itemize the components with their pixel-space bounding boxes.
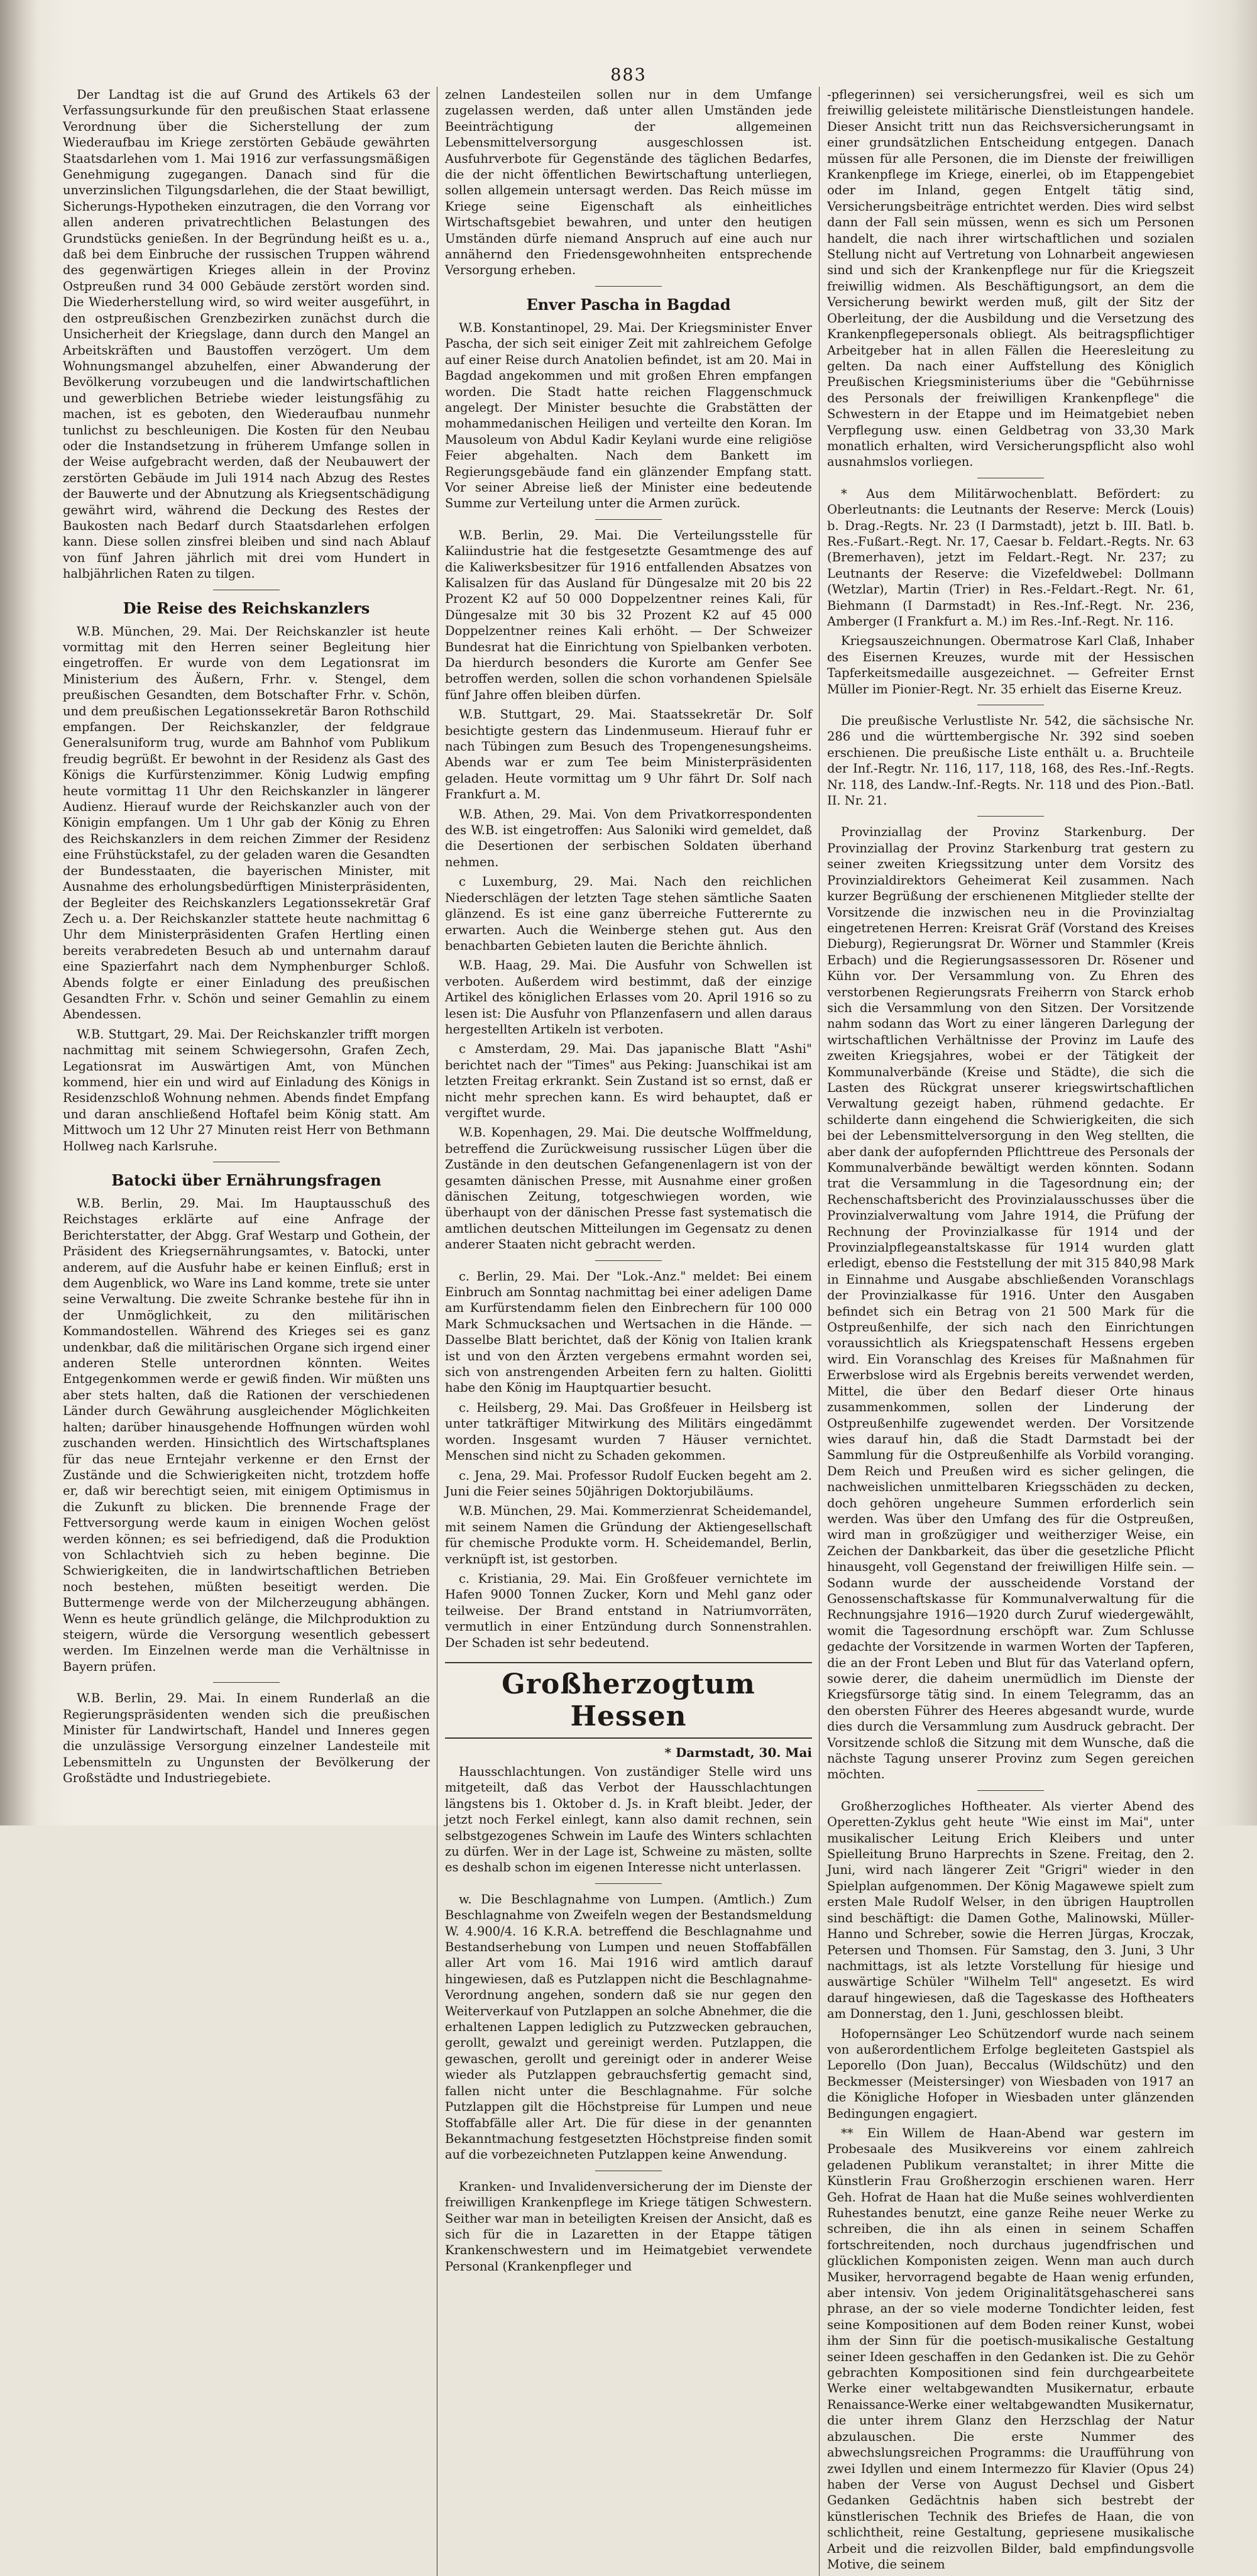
article-hausschlachtungen: Hausschlachtungen. Von zuständiger Stelle wird uns mitgeteilt, daß das Verbot der Hausschlachtungen längstens bis 1. Oktober d. Js. in Kraft bleibt. Jeder, der jetzt noch Ferkel einlegt, kann also damit rechnen, sein selbstgezogenes Schwein im Laufe des Winters schlachten zu dürfen. Wer in der Lage ist, Schweine zu mästen, sollte es deshalb schon im eigenen Interesse nicht unterlassen. [445,1764,812,1875]
column-2 [445,87,812,2576]
article-de-haan-abend: ** Ein Willem de Haan-Abend war gestern im Probesaale des Musikvereins vor einem zahlreich geladenen Publikum veranstaltet; in ihrer Mitte die Künstlerin Frau Großherzogin erschienen waren. Herr Geh. Hofrat de Haan hat die Muße seines wohlverdienten Ruhestandes benutzt, eine ganze Reihe neuer Werke zu schreiben, die ihn als einen in seinem Schaffen fortschreitenden, noch durchaus jugendfrischen und glücklichen Komponisten zeigen. Wenn man auch durch Musiker, hervorragend begabte de Haan wenig erfunden, aber intensiv. Von jedem Originalitätsgehascherei sans phrase, an der so viele moderne Tondichter leiden, fest seine Kompositionen auf dem Boden reiner Kunst, wobei ihm der Sinn für die poetisch-musikalische Gestaltung seiner Ideen geschaffen in den Gedanken ist. Die zu Gehör gebrachten Kompositionen sind fein durchgearbeitete Werke einer weltabgewandten Musikernatur, erbaute Renaissance-Werke einer weltabgewandten Musikernatur, die unter ihrem Glanz den Herzschlag der Natur abzulauschen. Die erste Nummer des abwechslungsreichen Programms: die Uraufführung von zwei Idyllen und einem Intermezzo für Klavier (Opus 24) haben der Verse von August Dechsel und Gisbert Gedanken Gedächtnis haben sich bestrebt der künstlerischen Technik des Briefes de Haan, die von schlichtheit, reine Gestaltung, gepriesene musikalische Arbeit und die reizvollen Bilder, bald empfindungsvolle Motive, die seinem [827,2125,1194,2572]
dateline-darmstadt: * Darmstadt, 30. Mai [664,1744,812,1760]
article-muenchen: W.B. München, 29. Mai. Der Reichskanzler ist heute vormittag mit den Herren seiner Begleitung hier eingetroffen. Er wurde von dem Legationsrat im Ministerium des Äußern, Frhr. v. Stengel, dem preußischen Gesandten, dem Botschafter Frhr. v. Schön, und dem preußischen Legationssekretär Baron Rothschild empfangen. Der Reichskanzler, der feldgraue Generalsuniform trug, wurde am Bahnhof vom Publikum freudig begrüßt. Er bewohnt in der Residenz als Gast des Königs die Kurfürstenzimmer. König Ludwig empfing heute vormittag 11 Uhr den Reichskanzler in längerer Audienz. Hierauf wurde der Reichskanzler auch von der Königin empfangen. Um 1 Uhr gab der König zu Ehren des Reichskanzlers in dem reichen Zimmer der Residenz eine Frühstückstafel, zu der geladen waren die Gesandten der Bundesstaaten, die bayerischen Minister, mit Ausnahme des erholungsbedürftigen Ministerpräsidenten, der Begleiter des Reichskanzlers Legationssekretär Graf Zech u. a. Der Reichskanzler stattete heute nachmittag 6 Uhr dem Ministerpräsidenten Grafen Hertling einen bereits verabredeten Besuch ab und unternahm darauf eine Spazierfahrt nach dem Nymphenburger Schloß. Abends folgte er einer Einladung des preußischen Gesandten Frhr. v. Schön und seiner Gemahlin zu einem Abendessen. [63,624,430,1022]
article-lumpen: w. Die Beschlagnahme von Lumpen. (Amtlich.) Zum Beschlagnahme von Zweifeln wegen der Bestandsmeldung W. 4.900/4. 16 K.R.A. betreffend die Beschlagnahme und Bestandserhebung von Lumpen und neuen Stoffabfällen aller Art vom 16. Mai 1916 wird amtlich darauf hingewiesen, daß es Putzlappen nicht die Beschlagnahme-Verordnung angehen, sondern daß sie nur gegen den Weiterverkauf von Putzlappen an solche Abnehmer, die die erhaltenen Lappen lediglich zu Putzzwecken gebrauchen, gerollt, gewalzt und gereinigt werden. Putzlappen, die gewaschen, gerollt und gereinigt oder in anderer Weise wieder als Putzlappen gebrauchsfertig gemacht sind, fallen nicht unter die Beschlagnahme. Für solche Putzlappen gilt die Höchstpreise für Lumpen und neue Stoffabfälle aller Art. Die für diese in der genannten Bekanntmachung festgesetzten Höchstpreise finden somit auf die vorbezeichneten Putzlappen keine Anwendung. [445,1891,812,2162]
article-kopenhagen: W.B. Kopenhagen, 29. Mai. Die deutsche Wolffmeldung, betreffend die Zurückweisung russischer Lügen über die Zustände in den deutschen Gefangenenlagern ist von der gesamten dänischen Presse, mit Ausnahme einer großen dänischen Zeitung, totgeschwiegen worden, wie überhaupt von der dänischen Presse fast systematisch die amtlichen deutschen Mitteilungen im Gegensatz zu denen anderer Staaten nicht gebracht werden. [445,1125,812,1252]
article-scheidemandel: W.B. München, 29. Mai. Kommerzienrat Scheidemandel, mit seinem Namen die Gründung der Aktiengesellschaft für chemische Produkte vorm. H. Scheidemandel, Berlin, verknüpft ist, ist gestorben. [445,1504,812,1566]
article-athen: W.B. Athen, 29. Mai. Von dem Privatkorrespondenten des W.B. ist eingetroffen: Aus Saloniki wird gemeldet, daß die Desertionen der serbischen Soldaten überhand nehmen. [445,806,812,869]
article-konstantinopel: W.B. Konstantinopel, 29. Mai. Der Kriegsminister Enver Pascha, der sich seit einiger Zeit mit zahlreichem Gefolge auf einer Reise durch Anatolien befindet, ist am 20. Mai in Bagdad angekommen und mit großen Ehren empfangen worden. Die Stadt hatte reichen Flaggenschmuck angelegt. Der Minister besuchte die Grabstätten der mohammedanischen Heiligen und verteilte den Koran. Im Mausoleum von Abdul Kadir Keylani wurde eine religiöse Feier abgehalten. Nach dem Bankett im Regierungsgebäude fand ein glänzender Empfang statt. Vor seiner Abreise ließ der Minister eine bedeutende Summe zur Verteilung unter die Armen zurück. [445,320,812,511]
divider [595,519,661,520]
article-heilsberg: c. Heilsberg, 29. Mai. Das Großfeuer in Heilsberg ist unter tatkräftiger Mitwirkung des Militärs eingedämmt worden. Insgesamt wurden 7 Häuser vernichtet. Menschen sind nicht zu Schaden gekommen. [445,1400,812,1463]
article-solf: W.B. Stuttgart, 29. Mai. Staatssekretär Dr. Solf besichtigte gestern das Lindenmuseum. Hierauf fuhr er nach Tübingen zum Besuch des Tropengenesungsheims. Abends war er zum Tee beim Ministerpräsidenten geladen. Heute vormittag um 9 Uhr fährt Dr. Solf nach Frankfurt a. M. [445,707,812,802]
article-amsterdam: c Amsterdam, 29. Mai. Das japanische Blatt "Ashi" berichtet nach der "Times" aus Peking: Juanschikai ist am letzten Freitag erkrankt. Sein Zustand ist so ernst, daß er nicht mehr sprechen kann. Es wird behauptet, daß er vergiftet wurde. [445,1042,812,1120]
binding-edge [0,0,36,1825]
divider [213,1682,279,1683]
article-haag: W.B. Haag, 29. Mai. Die Ausfuhr von Schwellen ist verboten. Außerdem wird bestimmt, daß der einzige Artikel des königlichen Erlasses vom 20. April 1916 so zu lesen ist: Die Ausfuhr von Pflanzenfasern und allen daraus hergestellten Artikeln ist verboten. [445,958,812,1037]
article-luxemburg: c Luxemburg, 29. Mai. Nach den reichlichen Niederschlägen der letzten Tage stehen sämtliche Saaten glänzend. Es ist eine ganz überreiche Futterernte zu erwarten. Auch die Weinberge stehen gut. Aus den benachbarten Gebieten lauten die Berichte ähnlich. [445,874,812,953]
article-schuetzendorf: Hofopernsänger Leo Schützendorf wurde nach seinem von außerordentlichem Erfolge begleiteten Gastspiel als Leporello (Don Juan), Beccalus (Wildschütz) und den Beckmesser (Meistersinger) von Wiesbaden von 1917 an die Königliche Hofoper in Wiesbaden unter glänzenden Bedingungen engagiert. [827,2026,1194,2121]
article-verlustliste: Die preußische Verlustliste Nr. 542, die sächsische Nr. 286 und die württembergische Nr. 392 sind soeben erschienen. Die preußische Liste enthält u. a. Bruchteile der Inf.-Regtr. Nr. 116, 117, 118, 168, des Res.-Inf.-Regts. Nr. 118, des Landw.-Inf.-Regts. Nr. 118 und des Pion.-Batl. II. Nr. 21. [827,713,1194,808]
page-number: 883 [610,65,647,85]
article-krankenpflege-cont: -pflegerinnen) sei versicherungsfrei, weil es sich um freiwillig geleistete militärische Dienstleistungen handele. Dieser Ansicht tritt nun das Reichsversicherungsamt in einer grundsätzlichen Entscheidung entgegen. Danach müssen für alle Personen, die im Dienste der freiwilligen Krankenpflege im Kriege, einerlei, ob im Etappengebiet oder im Inland, gegen Entgelt tätig sind, Versicherungsbeiträge entrichtet werden. Dies wird selbst dann der Fall sein müssen, wenn es sich um Personen handelt, die nach ihrer wirtschaftlichen und sozialen Stellung nicht auf Vertretung von Lohnarbeit angewiesen sind und sich der Krankenpflege nur für die Kriegszeit freiwillig widmen. Als Beschäftigungsort, an dem die Versicherung bewirkt werden muß, gilt der Sitz der Oberleitung, der die Ausbildung und die Versetzung des Krankenpflegepersonals obliegt. Als beitragspflichtiger Arbeitgeber hat in allen Fällen die Heeresleitung zu gelten. Da nach einer Auffstellung des Königlich Preußischen Kriegsministeriums über die "Gebührnisse des Personals der freiwilligen Krankenpflege" die Schwestern in der Etappe und im Heimatgebiet neben Verpflegung usw. einen Geldbetrag von 33,30 Mark monatlich erhalten, wird Versicherungspflicht also wohl ausnahmslos vorliegen. [827,87,1194,470]
section-banner-hessen: Großherzogtum Hessen [445,1662,812,1739]
article-batocki: W.B. Berlin, 29. Mai. Im Hauptausschuß des Reichstages erklärte auf eine Anfrage der Berichterstatter, der Abgg. Graf Westarp und Gothein, der Präsident des Kriegsernährungsamtes, v. Batocki, unter anderem, auf die Ausfuhr habe er keinen Einfluß; erst in dem Augenblick, wo Ware ins Land komme, trete sie unter seine Verwaltung. Die zweite Schranke bestehe für ihn in der Unmöglichkeit, zu den militärischen Kommandostellen. Während des Krieges sei es ganz undenkbar, daß die militärischen Organe sich irgend einer anderen Stelle unterordnen könnten. Weites Entgegenkommen werde er gewiß finden. Wir müßten uns aber stets halten, daß die Rationen der verschiedenen Länder durch Gewährung ausgleichender Möglichkeiten halten; darüber hinausgehende Hoffnungen würden wohl zuschanden werden. Hinsichtlich des Wirtschaftsplanes für das neue Erntejahr verkenne er den Ernst der Zustände und die Schwierigkeiten nicht, trotzdem hoffe er, daß wir berechtigt seien, mit einigem Optimismus in die Zukunft zu blicken. Die brennende Frage der Fettversorgung werde kaum in einigen Wochen gelöst werden können; es sei befriedigend, daß die Produktion von Schlachtvieh sich zu heben beginne. Die Schwierigkeiten, die in landwirtschaftlichen Betrieben noch bestehen, müßten beseitigt werden. Die Buttermenge werde von der Milcherzeugung abhängen. Wenn es heute gründlich gelänge, die Milchproduktion zu steigern, würde die Versorgung wesentlich gebessert werden. Im Einzelnen werde man die Verhältnisse in Bayern prüfen. [63,1196,430,1674]
article-krankenversicherung: Kranken- und Invalidenversicherung der im Dienste der freiwilligen Krankenpflege im Kriege tätigen Schwestern. Seither war man in beteiligten Kreisen der Ansicht, daß es sich für die in Lazaretten in der Etappe tätigen Krankenschwestern und im Heimatgebiet verwendete Personal (Krankenpfleger und [445,2179,812,2274]
heading-reise-reichskanzler: Die Reise des Reichskanzlers [123,598,370,617]
article-stuttgart: W.B. Stuttgart, 29. Mai. Der Reichskanzler trifft morgen nachmittag mit seinem Schwiegersohn, Grafen Zech, Legationsrat im Auswärtigen Amt, von München kommend, hier ein und wird auf Einladung des Königs in Residenzschloß Wohnung nehmen. Abends findet Empfang und daran anschließend Hoftafel beim König statt. Am Mittwoch um 12 Uhr 27 Minuten reist Herr von Bethmann Hollweg nach Karlsruhe. [63,1027,430,1153]
divider [977,816,1043,817]
article-kristiania: c. Kristiania, 29. Mai. Ein Großfeuer vernichtete im Hafen 9000 Tonnen Zucker, Korn und Mehl ganz oder teilweise. Der Brand entstand in Natriumvorräten, vermutlich in einer Entzündung durch Sonnenstrahlen. Der Schaden ist sehr bedeutend. [445,1571,812,1650]
column-1 [63,87,430,2576]
heading-enver-pascha: Enver Pascha in Bagdad [526,295,731,314]
article-kriegsauszeichnungen: Kriegsauszeichnungen. Obermatrose Karl Claß, Inhaber des Eisernen Kreuzes, wurde mit der Hessischen Tapferkeitsmedaille ausgezeichnet. — Gefreiter Ernst Müller im Pionier-Regt. Nr. 35 erhielt das Eiserne Kreuz. [827,634,1194,696]
divider [595,1883,661,1884]
article-hoftheater: Großherzogliches Hoftheater. Als vierter Abend des Operetten-Zyklus geht heute "Wie einst im Mai", unter musikalischer Leitung Erich Kleibers und unter Spielleitung Bruno Harprechts in Szene. Freitag, den 2. Juni, wird nach längerer Zeit "Grigri" wieder in den Spielplan aufgenommen. Der König Magawewe spielt zum ersten Male Rudolf Welser, in den übrigen Hauptrollen sind beschäftigt: die Damen Gothe, Malinowski, Müller-Hanno und Schreber, sowie die Herren Jürgas, Kroczak, Petersen und Thomsen. Für Samstag, den 3. Juni, 3 Uhr nachmittags, ist als letzte Vorstellung für hiesige und auswärtige Schüler "Wilhelm Tell" angesetzt. Es wird darauf hingewiesen, daß die Tageskasse des Hoftheaters am Donnerstag, den 1. Juni, geschlossen bleibt. [827,1798,1194,2022]
article-runderlass: W.B. Berlin, 29. Mai. In einem Runderlaß an die Regierungspräsidenten wenden sich die preußischen Minister für Landwirtschaft, Handel und Inneres gegen die unzulässige Versorgung einzelner Landesteile mit Lebensmitteln zu Ungunsten der Bevölkerung der Großstädte und Industriegebiete. [63,1691,430,1786]
article-militaerwochenblatt: * Aus dem Militärwochenblatt. Befördert: zu Oberleutnants: die Leutnants der Reserve: Merck (Louis) b. Drag.-Regts. Nr. 23 (I Darmstadt), jetzt b. III. Batl. b. Res.-Fußart.-Regt. Nr. 17, Caesar b. Feldart.-Regts. Nr. 63 (Bremerhaven), jetzt im Feldart.-Regt. Nr. 237; zu Leutnants der Reserve: die Vizefeldwebel: Dollmann (Wetzlar), Martin (Trier) in Res.-Feldart.-Regt. Nr. 61, Biehmann (I Darmstadt) in Res.-Inf.-Regt. Nr. 236, Amberger (I Frankfurt a. M.) im Res.-Inf.-Regt. Nr. 116. [827,486,1194,629]
article-berlin-einbruch: c. Berlin, 29. Mai. Der "Lok.-Anz." meldet: Bei einem Einbruch am Sonntag nachmittag bei einer adeligen Dame am Kurfürstendamm fielen den Einbrechern für 100 000 Mark Schmucksachen und Wertsachen in die Hände. — Dasselbe Blatt berichtet, daß der König von Italien krank ist und von den Ärzten vergebens ermahnt worden sei, sich von anstrengenden Arbeiten fern zu halten. Giolitti habe den König im Hauptquartier besucht. [445,1269,812,1395]
column-3 [827,87,1194,2576]
divider [977,1790,1043,1791]
landtag-article: Der Landtag ist die auf Grund des Artikels 63 der Verfassungsurkunde für den preußischen Staat erlassene Verordnung über die Sicherstellung der zum Wiederaufbau im Kriege zerstörten Gebäude gewährten Staatsdarlehen vom 1. Mai 1916 zur verfassungsmäßigen Genehmigung zugegangen. Danach sind für die unverzinslichen Tilgungsdarlehen, die der Staat bewilligt, Sicherungs-Hypotheken einzutragen, die den Vorrang vor allen anderen privatrechtlichen Belastungen des Grundstücks genießen. In der Begründung heißt es u. a., daß bei dem Einbruche der russischen Truppen während des gegenwärtigen Krieges allein in der Provinz Ostpreußen rund 34 000 Gebäude zerstört worden sind. Die Wiederherstellung wird, so wird weiter ausgeführt, in den ostpreußischen Grenzbezirken zunächst durch die Unsicherheit der Kriegslage, dann durch den Mangel an Arbeitskräften und Baustoffen verzögert. Um dem Wohnungsmangel abzuhelfen, einer Abwanderung der Bevölkerung vorzubeugen und die landwirtschaftlichen und gewerblichen Betriebe wieder leistungsfähig zu machen, ist es geboten, den Wiederaufbau nunmehr tunlichst zu beschleunigen. Die Kosten für den Neubau oder die Instandsetzung in früherem Umfange sollen in der Weise aufgebracht werden, daß der Neubauwert der zerstörten Gebäude im Juli 1914 nach Abzug des Restes der Bauwerte und der Abnutzung als Kriegsentschädigung gewährt wird, während die Deckung des Restes der Baukosten nach Bedarf durch Staatsdarlehen erfolgen kann. Diese sollen zinsfrei bleiben und sind nach Ablauf von fünf Jahren jährlich mit drei vom Hundert in halbjährlichen Raten zu tilgen. [63,87,430,581]
divider [595,286,661,287]
article-provinziallag: Provinziallag der Provinz Starkenburg. Der Provinziallag der Provinz Starkenburg trat gestern zu seiner zweiten Kriegssitzung unter dem Vorsitz des Provinzialdirektors Geheimerat Keil zusammen. Nach kurzer Begrüßung der erschienenen Mitglieder stellte der Vorsitzende die inzwischen neu in die Provinzialtag eingetretenen Herren: Kreisrat Gräf (Vorstand des Kreises Dieburg), Regierungsrat Dr. Wörner und Stammler (Kreis Erbach) und die Regierungsassessoren Dr. Rösener und Kühn vor. Der Versammlung von. Zu Ehren des verstorbenen Regierungsrats Freiherrn von Starck erhob sich die Versammlung von den Sitzen. Der Vorsitzende nahm sodann das Wort zu einer längeren Darlegung der wirtschaftlichen Verhältnisse der Provinz im Laufe des zweiten Kriegsjahres, wobei er der Tätigkeit der Kommunalverbände (Kreise und Städte), die sich die Lasten des Rückgrat unserer kriegswirtschaftlichen Verwaltung gezeigt haben, rühmend gedachte. Er schilderte dann eingehend die Schwierigkeiten, die sich bei der Lebensmittelversorgung in den Weg stellten, die aber dank der aufopfernden Pflichttreue des Personals der Kommunalverbände bewältigt werden könnten. Sodann trat die Versammlung in die Tagesordnung ein; der Rechenschaftsbericht des Provinzialausschusses über die Provinzialverwaltung vom Jahre 1914, die Prüfung der Rechnung der Provinzialkasse für 1914 und der Provinzialpflegeanstaltskasse für 1914 wurden glatt erledigt, ebenso die Feststellung der mit 315 840,98 Mark in Einnahme und Ausgabe abschließenden Voranschlags der Provinzialkasse für 1916. Unter den Ausgaben befindet sich ein Betrag von 21 500 Mark für die Ostpreußenhilfe, der sich nach den Einrichtungen voraussichtlich als Kriegspatenschaft Hessens ergeben wird. Ein Voranschlag des Kreises für Maßnahmen für Erwerbslose wird als Ergebnis bereits verwendet werden, Mittel, die über den Bedarf dieser Orte hinaus zusammenkommen, sollen der Linderung der Ostpreußenhilfe zugewendet werden. Der Vorsitzende wies darauf hin, daß die Stadt Darmstadt bei der Sammlung für die Ostpreußenhilfe als Vorbild voranging. Dem Reich und Preußen wird es sicher gelingen, die nachweislichen unmittelbaren Kriegsschäden zu decken, doch gehören ungeheure Summen erforderlich sein werden. Was über den Umfang des für die Ostpreußen, wird man in großzügiger und weitherziger Weise, ein Zeichen der Dankbarkeit, das über die gesetzliche Pflicht hinausgeht, voll Gegenstand der freiwilligen Hilfe sein. — Sodann wurde der ausscheidende Vorstand der Genossenschaftskasse für Kommunalverwaltung für die Rechnungsjahre 1916—1920 durch Zuruf wiedergewählt, womit die Tagesordnung erschöpft war. Zum Schlusse gedachte der Vorsitzende in warmen Worten der Tapferen, die an der Front Leben und Blut für das Vaterland opfern, sowie derer, die daheim unermüdlich im Dienste der Kriegsfürsorge tätig sind. In einem Telegramm, das an den obersten Führer des Heeres abgesandt wurde, wurde dies durch die Versammlung zum Ausdruck gebracht. Der Vorsitzende schloß die Sitzung mit dem Wunsche, daß die nächste Tagung unserer Provinz zum Segen gereichen möchten. [827,825,1194,1782]
article-kaliindustrie: W.B. Berlin, 29. Mai. Die Verteilungsstelle für Kaliindustrie hat die festgesetzte Gesamtmenge des auf die Kaliwerksbesitzer für 1916 entfallenden Absatzes von Kalisalzen für das Ausland für Düngesalze mit 20 bis 22 Prozent K2 auf 50 000 Doppelzentner reines Kali, für Düngesalze mit 30 bis 32 Prozent K2 auf 45 000 Doppelzentner reines Kali erhöht. — Der Schweizer Bundesrat hat die Einrichtung von Spielbanken verboten. Da hierdurch besonders die Kurorte am Genfer See betroffen werden, sollen die schon vorhandenen Spielsäle fünf Jahre offen bleiben dürfen. [445,527,812,702]
article-columns [63,87,1194,2572]
heading-batocki: Batocki über Ernährungsfragen [111,1171,381,1189]
divider [595,1260,661,1261]
article-landesteile-cont: zelnen Landesteilen sollen nur in dem Umfange zugelassen werden, daß unter allen Umständen jede Beeinträchtigung der allgemeinen Lebensmittelversorgung ausgeschlossen ist. Ausfuhrverbote für Gegenstände des täglichen Bedarfes, die der nicht öffentlichen Bewirtschaftung unterliegen, sollen allgemein untersagt werden. Das Reich müsse im Kriege seine Eigenschaft als einheitliches Wirtschaftsgebiet bewahren, und unter den heutigen Umständen dürfe niemand Anspruch auf eine auch nur annähernd den Friedensgewohnheiten entsprechende Versorgung erheben. [445,87,812,278]
article-jena: c. Jena, 29. Mai. Professor Rudolf Eucken begeht am 2. Juni die Feier seines 50jährigen Doktorjubiläums. [445,1468,812,1499]
